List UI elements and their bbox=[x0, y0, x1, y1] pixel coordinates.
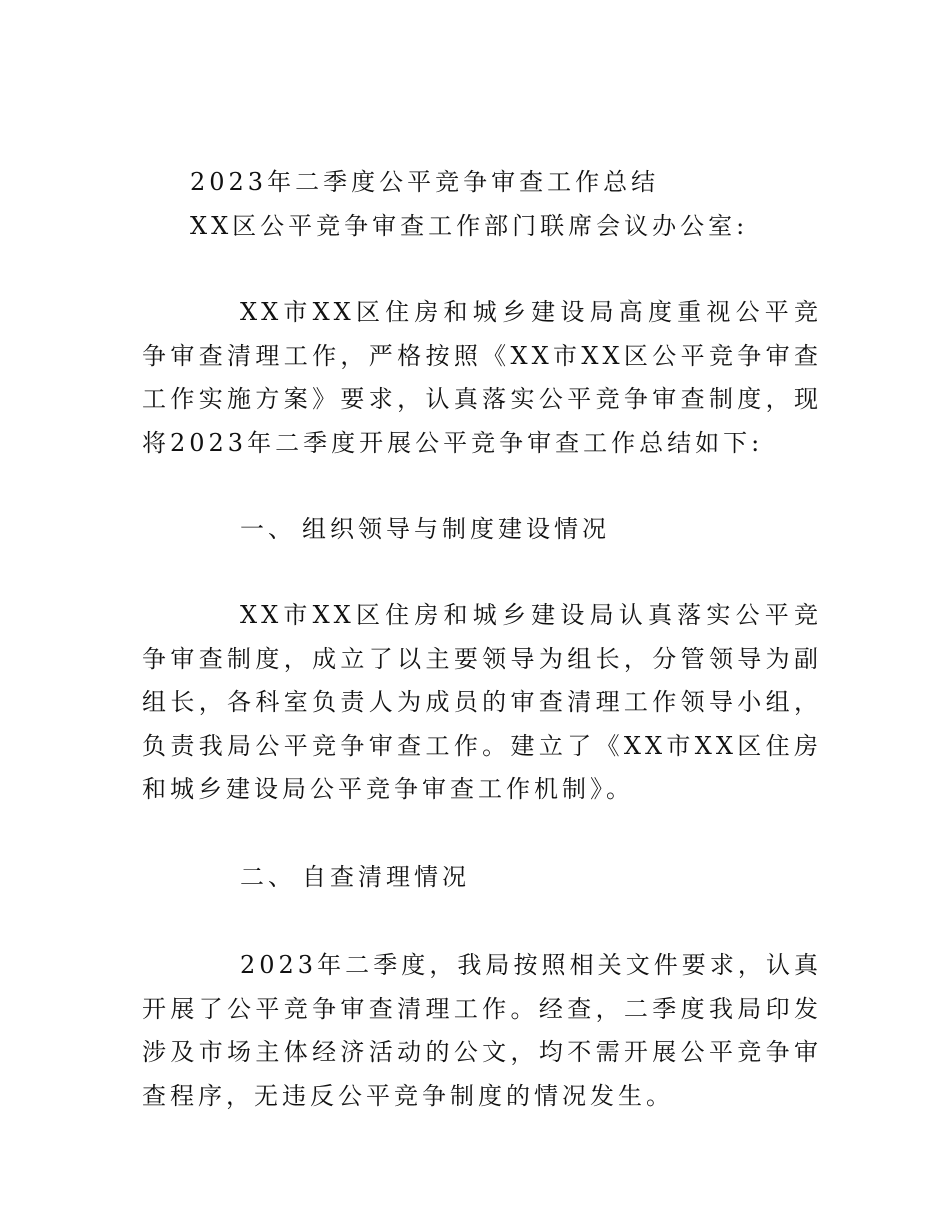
section-1-heading bbox=[240, 514, 610, 544]
section-1-title: 组织领导与制度建设情况 bbox=[302, 515, 610, 543]
section-2-title: 自查清理情况 bbox=[302, 863, 470, 891]
section-1-number: 一、 bbox=[240, 515, 296, 543]
document-title: 2023年二季度公平竞争审查工作总结 bbox=[190, 168, 660, 196]
addressee-line: XX区公平竞争审查工作部门联席会议办公室: bbox=[190, 212, 749, 240]
section-1-paragraph: XX市XX区住房和城乡建设局认真落实公平竞争审查制度，成立了以主要领导为组长，分管领导为副组长，各科室负责人为成员的审查清理工作领导小组，负责我局公平竞争审查工作。建立了《XX市XX区住房和城乡建设局公平竞争审查工作机制》。 bbox=[142, 601, 822, 803]
section-2-heading bbox=[240, 862, 470, 892]
section-2-paragraph: 2023年二季度，我局按照相关文件要求，认真开展了公平竞争审查清理工作。经查，二季度我局印发涉及市场主体经济活动的公文，均不需开展公平竞争审查程序，无违反公平竞争制度的情况发生。 bbox=[142, 951, 822, 1110]
intro-paragraph: XX市XX区住房和城乡建设局高度重视公平竞争审查清理工作，严格按照《XX市XX区公平竞争审查工作实施方案》要求，认真落实公平竞争审查制度，现将2023年二季度开展公平竞争审查工作总结如下: bbox=[142, 298, 822, 457]
section-2-number: 二、 bbox=[240, 863, 296, 891]
